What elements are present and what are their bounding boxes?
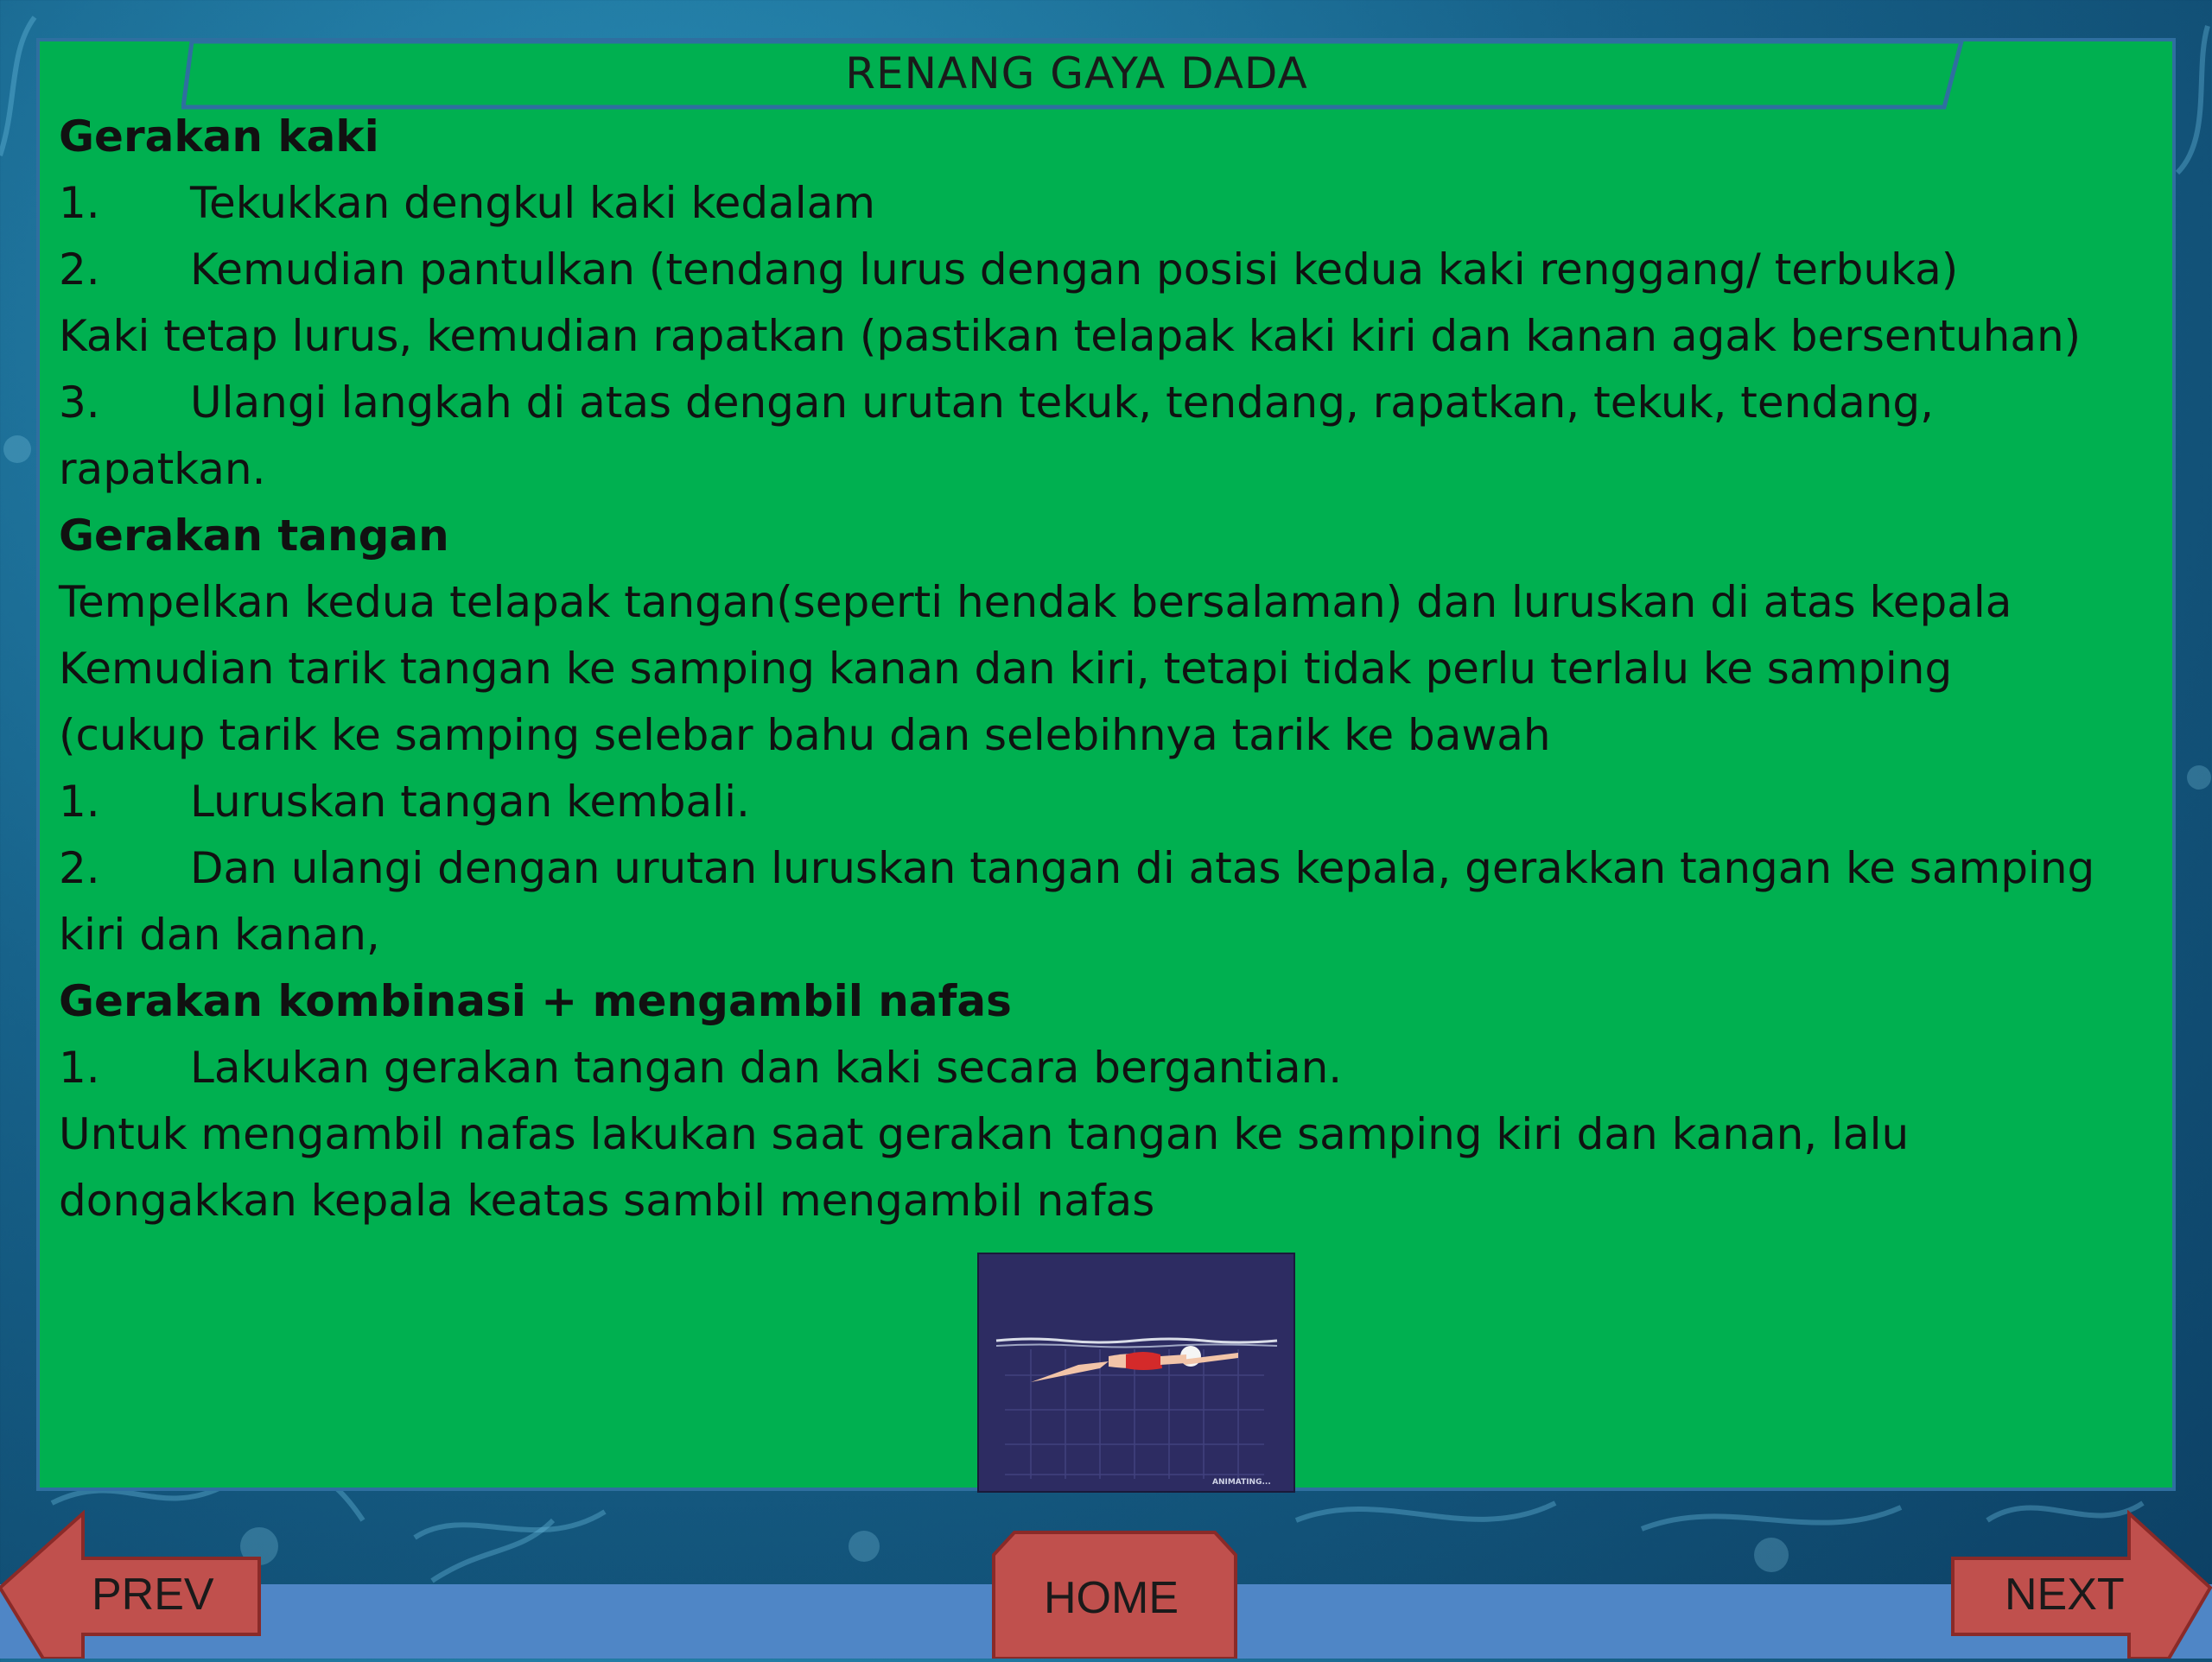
swimmer-illustration <box>979 1254 1294 1491</box>
paragraph-line: kiri dan kanan, <box>59 910 380 960</box>
content-text <box>59 104 2150 1234</box>
paragraph-line: dongakkan kepala keatas sambil mengambil nafas <box>59 1176 1155 1226</box>
list-item: 2. Dan ulangi dengan urutan luruskan tangan di atas kepala, gerakkan tangan ke samping <box>59 843 2095 893</box>
home-button[interactable] <box>992 1529 1237 1659</box>
image-caption: ANIMATING... <box>1212 1478 1271 1487</box>
list-item: 1. Lakukan gerakan tangan dan kaki secara bergantian. <box>59 1043 1343 1093</box>
paragraph-line: rapatkan. <box>59 444 266 494</box>
swimmer-animation-image <box>977 1253 1295 1493</box>
heading-gerakan-kaki: Gerakan kaki <box>59 111 379 162</box>
paragraph-line: (cukup tarik ke samping selebar bahu dan selebihnya tarik ke bawah <box>59 710 1551 760</box>
paragraph-line: Kaki tetap lurus, kemudian rapatkan (pastikan telapak kaki kiri dan kanan agak bersentuhan) <box>59 311 2082 361</box>
list-item: 1. Tekukkan dengkul kaki kedalam <box>59 178 875 228</box>
heading-gerakan-tangan: Gerakan tangan <box>59 511 449 561</box>
list-item: 1. Luruskan tangan kembali. <box>59 777 750 827</box>
paragraph-line: Tempelkan kedua telapak tangan(seperti hendak bersalaman) dan luruskan di atas kepala <box>59 577 2012 627</box>
list-item: 2. Kemudian pantulkan (tendang lurus dengan posisi kedua kaki renggang/ terbuka) <box>59 244 1959 295</box>
home-label: HOME <box>1044 1573 1179 1623</box>
prev-label: PREV <box>92 1570 214 1620</box>
title-banner <box>181 38 1972 111</box>
prev-button[interactable] <box>0 1510 268 1659</box>
next-button[interactable] <box>1944 1510 2212 1659</box>
list-item: 3. Ulangi langkah di atas dengan urutan tekuk, tendang, rapatkan, tekuk, tendang, <box>59 377 1935 428</box>
paragraph-line: Untuk mengambil nafas lakukan saat gerakan tangan ke samping kiri dan kanan, lalu <box>59 1109 1910 1159</box>
paragraph-line: Kemudian tarik tangan ke samping kanan dan kiri, tetapi tidak perlu terlalu ke samping <box>59 644 1953 694</box>
slide-title: RENANG GAYA DADA <box>845 48 1308 98</box>
heading-gerakan-kombinasi: Gerakan kombinasi + mengambil nafas <box>59 976 1012 1026</box>
next-label: NEXT <box>2005 1570 2125 1620</box>
